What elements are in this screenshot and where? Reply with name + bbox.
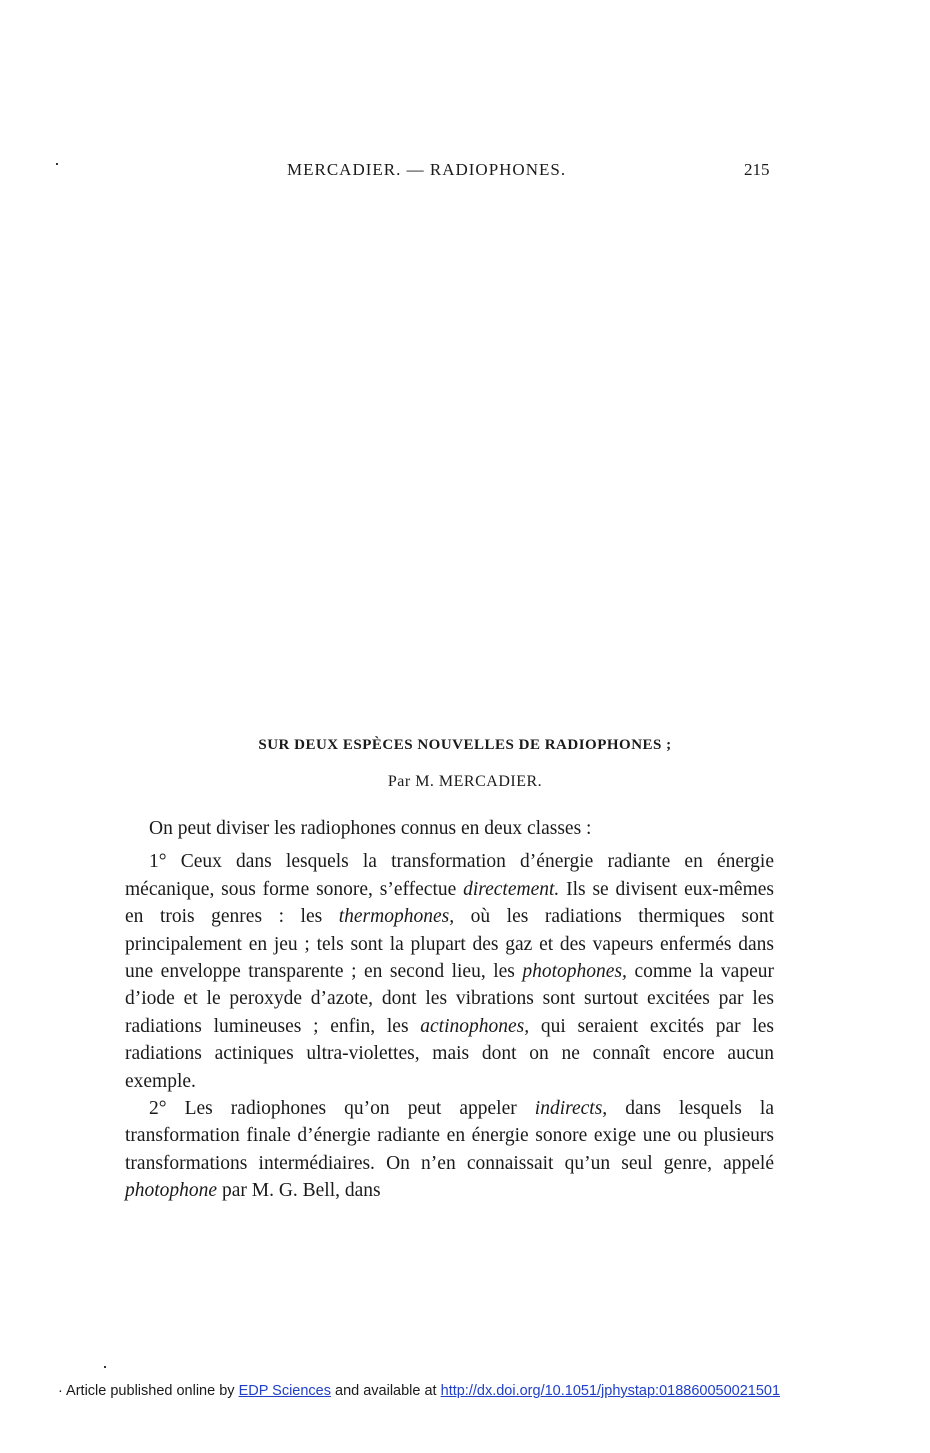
text-segment-italic: photophones, (522, 961, 627, 983)
paragraph-indirect-radiophones (125, 1095, 774, 1205)
footer-middle: and available at (330, 1383, 441, 1399)
running-header (0, 160, 930, 184)
text-segment: 2° Les radiophones qu’on peut appeler (149, 1098, 535, 1120)
article-author: Par M. MERCADIER. (387, 773, 543, 790)
page-number: 215 (744, 160, 770, 179)
text-segment-italic: directement. (463, 878, 560, 900)
edp-sciences-link[interactable]: EDP Sciences (238, 1383, 331, 1399)
article-body (125, 815, 774, 1205)
paragraph-intro (125, 815, 774, 842)
text-segment: où les radiations thermiques sont principalement en jeu ; tels sont la plupart des gaz et des vapeurs enfermés dans une enveloppe transparente ; en second lieu, les (125, 906, 774, 983)
text-segment: dans lesquels la transformation finale d’énergie radiante en énergie sonore exige une ou plusieurs transformations intermédiaires. On n’en connaissait qu’un seul genre, appelé (125, 1098, 774, 1174)
article-title: SUR DEUX ESPÈCES NOUVELLES DE RADIOPHONES ; (258, 737, 672, 753)
paragraph-direct-radiophones (125, 848, 774, 1095)
text-segment: comme la vapeur d’iode et le peroxyde d’azote, dont les vibrations sont surtout excitées par les radiations lumineuses ; enfin, les (125, 961, 774, 1037)
text-segment-italic: actinophones, (420, 1015, 530, 1037)
text-segment: qui seraient excités par les radiations actiniques ultra-violettes, mais dont on ne connaît encore aucun exemple. (125, 1015, 774, 1092)
doi-link[interactable]: http://dx.doi.org/10.1051/jphystap:018860050021501 (440, 1383, 781, 1399)
scan-speck (56, 163, 58, 165)
footer-prefix: · Article published online by (58, 1383, 239, 1399)
running-title: MERCADIER. — RADIOPHONES. (287, 160, 567, 179)
text-segment: 1° Ceux dans lesquels la transformation d’énergie radiante en énergie mécanique, sous forme sonore, s’effectue (125, 851, 774, 900)
text-segment-italic: thermophones, (338, 906, 455, 928)
text-segment-italic: photophone (125, 1180, 218, 1202)
text-segment: par M. G. Bell, dans (217, 1180, 381, 1202)
text-segment-italic: indirects, (534, 1098, 608, 1120)
text-segment: Ils se divisent eux-mêmes en trois genres : les (125, 878, 774, 928)
scan-speck (104, 1366, 106, 1368)
text-segment: On peut diviser les radiophones connus en deux classes : (149, 818, 592, 839)
publication-footer (58, 1383, 780, 1399)
